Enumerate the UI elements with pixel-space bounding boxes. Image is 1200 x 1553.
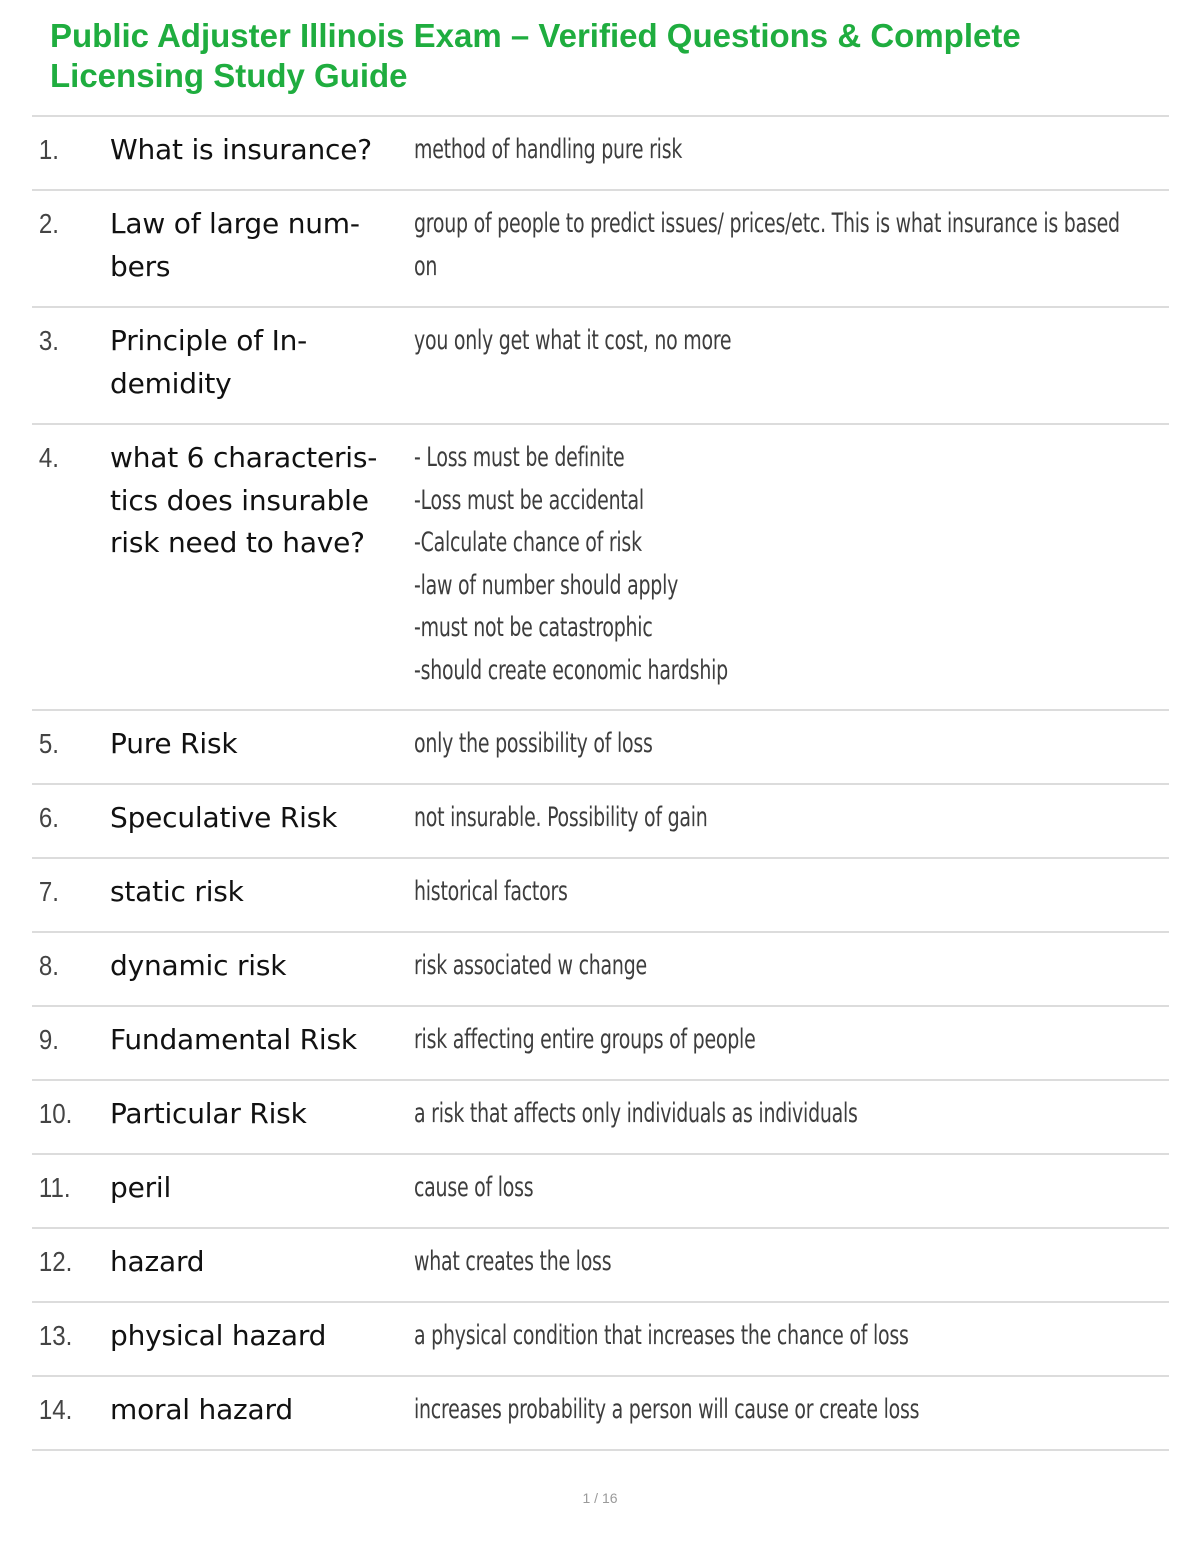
item-term: Fundamental Risk [110, 1023, 357, 1056]
qa-list [32, 115, 1169, 1451]
page-number: 1 / 16 [582, 1490, 618, 1506]
item-definition: group of people to predict issues/ prices/etc. This is what insurance is based on [414, 208, 1120, 282]
qa-row [32, 785, 1169, 859]
qa-row [32, 425, 1169, 711]
item-number: 7. [38, 876, 59, 907]
item-term: Law of large num- bers [110, 207, 360, 283]
item-term: static risk [110, 875, 244, 908]
item-number: 2. [38, 208, 59, 239]
page-title: Public Adjuster Illinois Exam – Verified Questions & Complete Licensing Study Guide [50, 17, 1021, 94]
item-term: peril [110, 1171, 172, 1204]
item-definition: a risk that affects only individuals as individuals [414, 1098, 858, 1129]
item-number: 11. [38, 1172, 71, 1203]
qa-row [32, 191, 1169, 308]
item-term: What is insurance? [110, 133, 372, 166]
item-term: Speculative Risk [110, 801, 338, 834]
item-definition: cause of loss [414, 1172, 534, 1203]
item-definition: what creates the loss [414, 1246, 612, 1277]
item-number: 10. [38, 1098, 73, 1129]
item-term: what 6 characteris- tics does insurable risk need to have? [110, 441, 378, 559]
item-definition: risk associated w change [414, 950, 647, 981]
item-definition: risk affecting entire groups of people [414, 1024, 756, 1055]
item-number: 9. [38, 1024, 59, 1055]
item-number: 8. [38, 950, 59, 981]
item-number: 13. [38, 1320, 73, 1351]
item-definition: you only get what it cost, no more [414, 325, 732, 356]
item-term: Principle of In- demidity [110, 324, 308, 400]
qa-row [32, 1377, 1169, 1451]
item-term: Particular Risk [110, 1097, 307, 1130]
qa-row [32, 117, 1169, 191]
item-number: 5. [38, 728, 59, 759]
item-number: 14. [38, 1394, 73, 1425]
item-number: 1. [38, 134, 59, 165]
item-term: moral hazard [110, 1393, 293, 1426]
qa-row [32, 1081, 1169, 1155]
item-definition: only the possibility of loss [414, 728, 653, 759]
item-term: Pure Risk [110, 727, 238, 760]
item-definition: historical factors [414, 876, 568, 907]
qa-row [32, 1007, 1169, 1081]
qa-row [32, 308, 1169, 425]
item-term: dynamic risk [110, 949, 287, 982]
item-number: 3. [38, 325, 59, 356]
qa-row [32, 1155, 1169, 1229]
item-definition: - Loss must be definite -Loss must be accidental -Calculate chance of risk -law of number should apply -must not be catastrophic -should create economic hardship [414, 442, 728, 686]
qa-row [32, 711, 1169, 785]
item-number: 6. [38, 802, 59, 833]
qa-row [32, 1229, 1169, 1303]
item-definition: method of handling pure risk [414, 134, 683, 165]
item-number: 4. [38, 442, 59, 473]
item-term: physical hazard [110, 1319, 327, 1352]
qa-row [32, 933, 1169, 1007]
qa-row [32, 1303, 1169, 1377]
item-definition: not insurable. Possibility of gain [414, 802, 708, 833]
item-term: hazard [110, 1245, 205, 1278]
item-definition: a physical condition that increases the chance of loss [414, 1320, 909, 1351]
qa-row [32, 859, 1169, 933]
item-definition: increases probability a person will cause or create loss [414, 1394, 920, 1425]
item-number: 12. [38, 1246, 73, 1277]
